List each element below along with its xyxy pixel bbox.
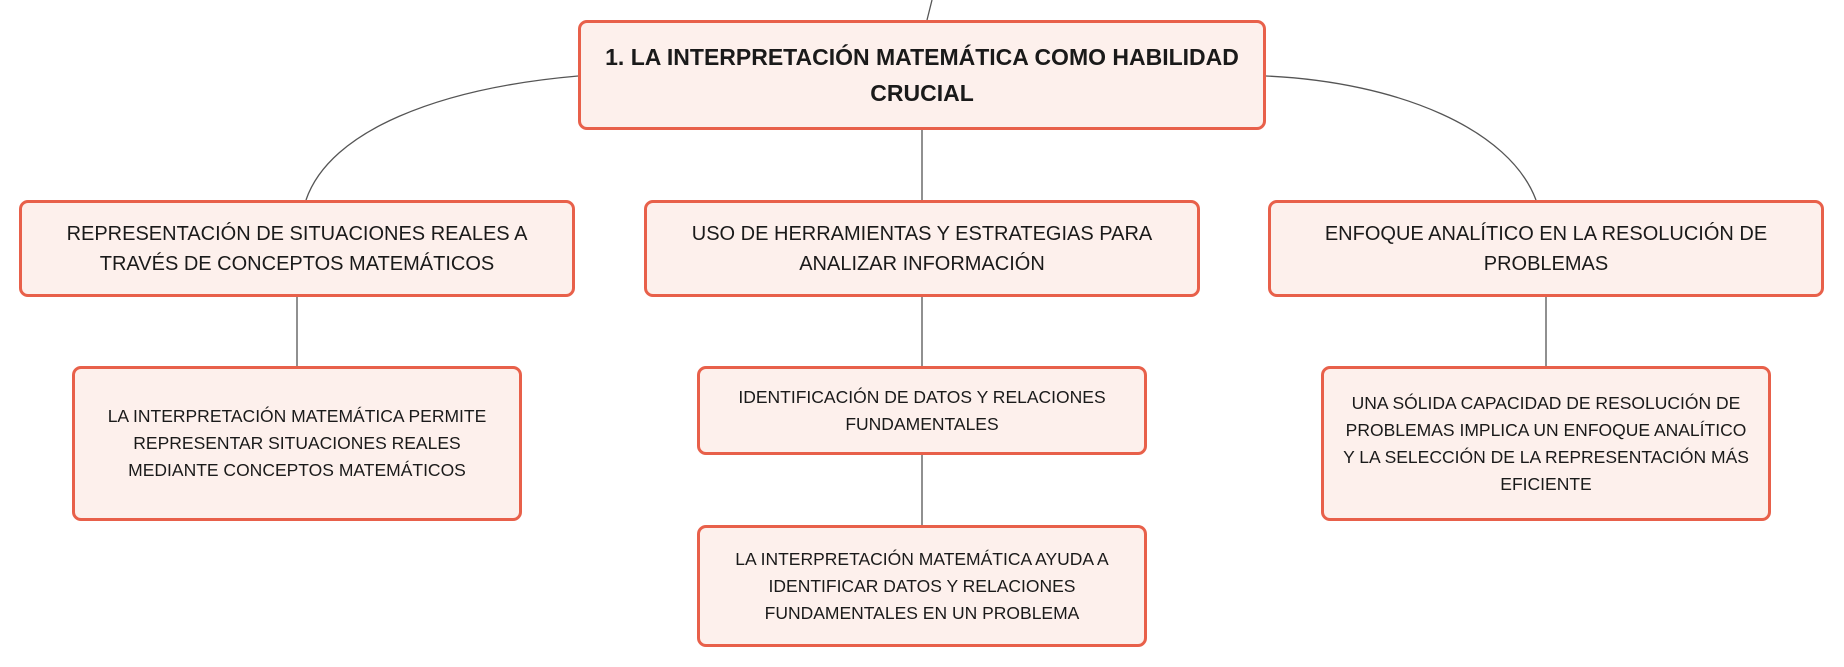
branch-real-situations-node[interactable] bbox=[19, 200, 575, 297]
real-situations-detail-node[interactable] bbox=[72, 366, 522, 521]
branch-analytic-approach-node[interactable] bbox=[1268, 200, 1824, 297]
branch-real-situations-label: REPRESENTACIÓN DE SITUACIONES REALES A TRAVÉS DE CONCEPTOS MATEMÁTICOS bbox=[66, 222, 528, 275]
connector-root-branch-1 bbox=[306, 76, 578, 200]
data-relations-detail-node[interactable] bbox=[697, 525, 1147, 647]
branch-analytic-approach-label: ENFOQUE ANALÍTICO EN LA RESOLUCIÓN DE PROBLEMAS bbox=[1324, 222, 1768, 275]
analytic-approach-detail-label: UNA SÓLIDA CAPACIDAD DE RESOLUCIÓN DE PROBLEMAS IMPLICA UN ENFOQUE ANALÍTICO Y LA SELECCIÓN DE LA REPRESENTACIÓN MÁS EFICIENTE bbox=[1343, 392, 1749, 494]
data-relations-node[interactable] bbox=[697, 366, 1147, 455]
connector-root-branch-3 bbox=[1266, 76, 1536, 200]
root-topic-label: 1. LA INTERPRETACIÓN MATEMÁTICA COMO HABILIDAD CRUCIAL bbox=[605, 44, 1239, 106]
branch-tools-strategies-label: USO DE HERRAMIENTAS Y ESTRATEGIAS PARA ANALIZAR INFORMACIÓN bbox=[691, 222, 1153, 275]
root-topic[interactable] bbox=[578, 20, 1266, 130]
analytic-approach-detail-node[interactable] bbox=[1321, 366, 1771, 521]
real-situations-detail-label: LA INTERPRETACIÓN MATEMÁTICA PERMITE REPRESENTAR SITUACIONES REALES MEDIANTE CONCEPTOS MATEMÁTICOS bbox=[107, 406, 487, 480]
branch-tools-strategies-node[interactable] bbox=[644, 200, 1200, 297]
connector-parent-root bbox=[927, 0, 932, 20]
data-relations-detail-label: LA INTERPRETACIÓN MATEMÁTICA AYUDA A IDENTIFICAR DATOS Y RELACIONES FUNDAMENTALES EN UN PROBLEMA bbox=[735, 548, 1109, 623]
data-relations-label: IDENTIFICACIÓN DE DATOS Y RELACIONES FUNDAMENTALES bbox=[738, 386, 1106, 434]
